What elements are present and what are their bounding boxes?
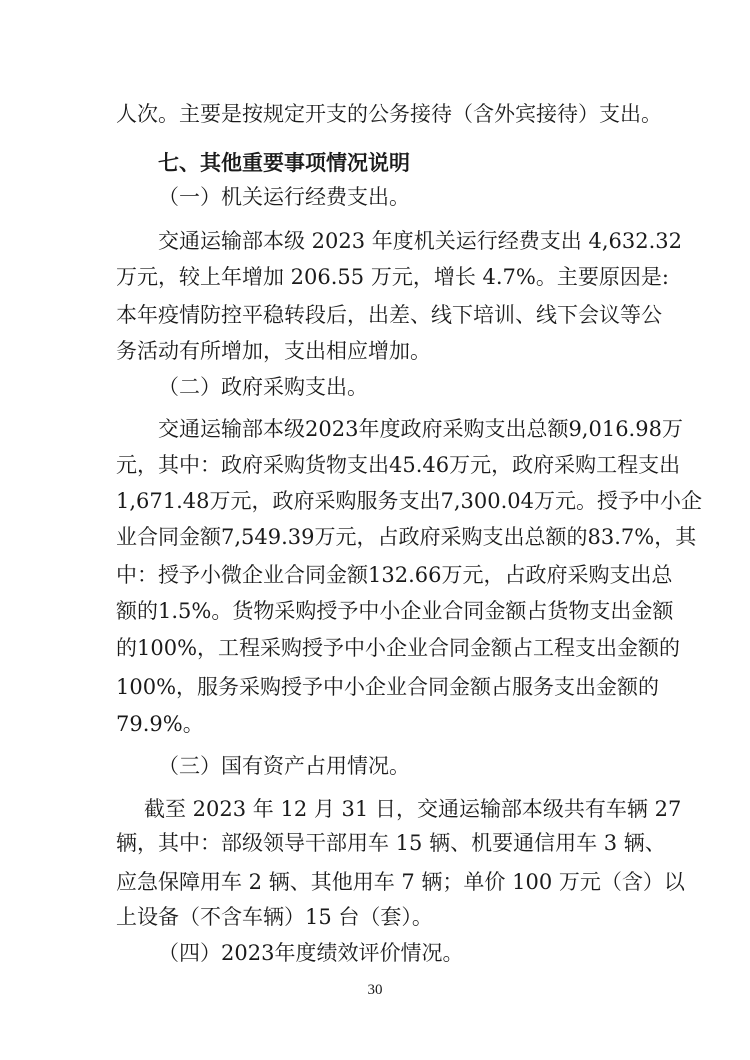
- text-line: 万元，较上年增加 206.55 万元，增长 4.7%。主要原因是:: [116, 265, 669, 289]
- subsection-heading: （二）政府采购支出。: [158, 375, 368, 399]
- text-line: 中：授予小微企业合同金额132.66万元，占政府采购支出总: [116, 563, 673, 587]
- subsection-heading: （三）国有资产占用情况。: [158, 754, 410, 778]
- text-line: 务活动有所增加，支出相应增加。: [116, 339, 431, 363]
- text-line: 人次。主要是按规定开支的公务接待（含外宾接待）支出。: [116, 102, 662, 126]
- section-heading: 七、其他重要事项情况说明: [158, 151, 410, 175]
- text-line: 100%，服务采购授予中小企业合同金额占服务支出金额的: [116, 675, 660, 699]
- text-line: 元，其中：政府采购货物支出45.46万元，政府采购工程支出: [116, 453, 681, 477]
- text-line: 本年疫情防控平稳转段后，出差、线下培训、线下会议等公: [116, 303, 662, 327]
- text-line: 1,671.48万元，政府采购服务支出7,300.04万元。授予中小企: [116, 489, 703, 513]
- text-line: 上设备（不含车辆）15 台（套）。: [116, 905, 433, 929]
- text-line: 业合同金额7,549.39万元，占政府采购支出总额的83.7%，其: [116, 525, 697, 549]
- text-line: 截至 2023 年 12 月 31 日，交通运输部本级共有车辆 27: [144, 797, 682, 821]
- text-line: 79.9%。: [116, 712, 204, 736]
- subsection-heading: （四）2023年度绩效评价情况。: [158, 941, 464, 965]
- text-line: 额的1.5%。货物采购授予中小企业合同金额占货物支出金额: [116, 599, 674, 623]
- text-line: 的100%，工程采购授予中小企业合同金额占工程支出金额的: [116, 636, 681, 660]
- text-line: 应急保障用车 2 辆、其他用车 7 辆；单价 100 万元（含）以: [116, 870, 685, 894]
- subsection-heading: （一）机关运行经费支出。: [158, 185, 410, 209]
- text-line: 交通运输部本级2023年度政府采购支出总额9,016.98万: [158, 417, 683, 441]
- text-line: 交通运输部本级 2023 年度机关运行经费支出 4,632.32: [158, 229, 682, 253]
- text-line: 辆，其中：部级领导干部用车 15 辆、机要通信用车 3 辆、: [116, 831, 666, 855]
- page-number: 30: [367, 982, 383, 998]
